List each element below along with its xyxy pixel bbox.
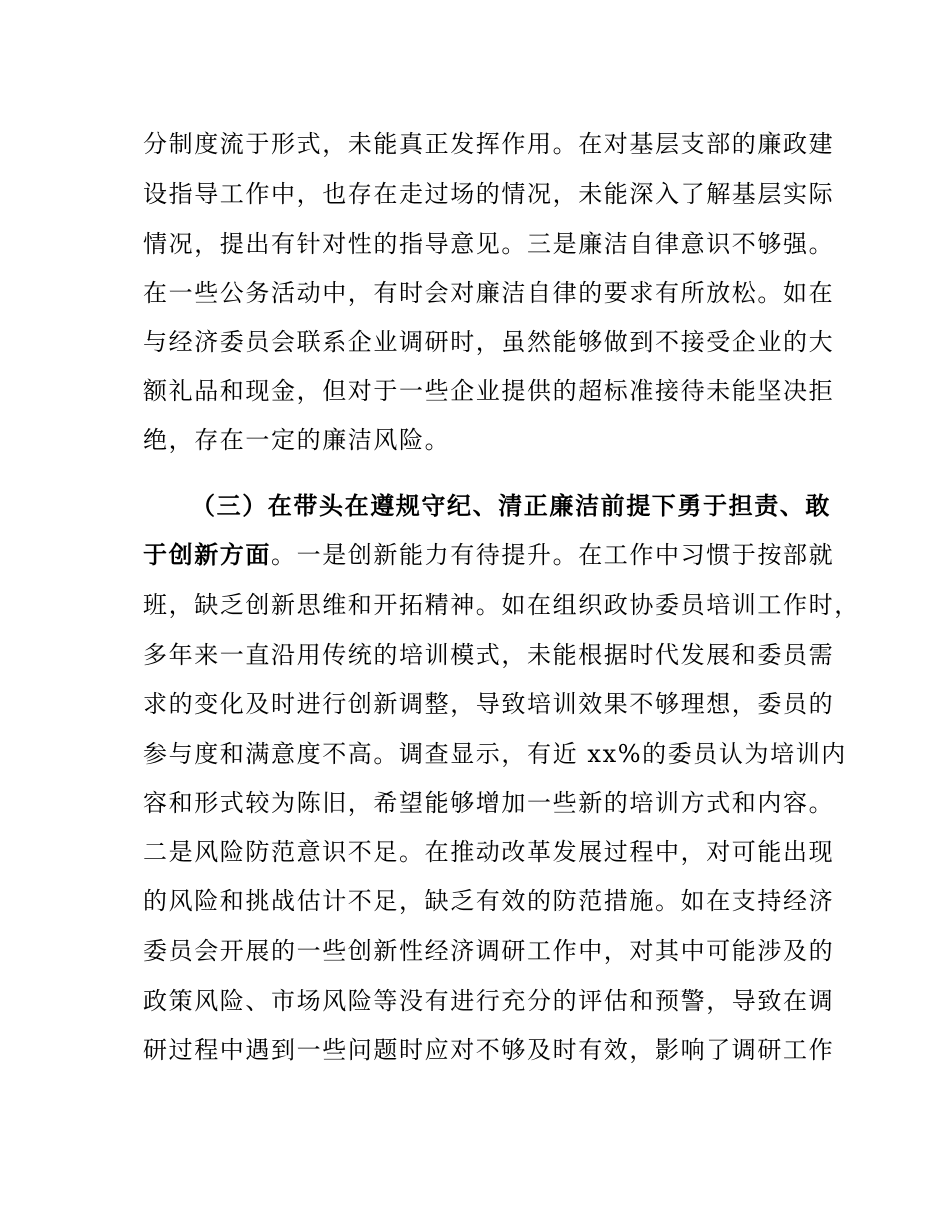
paragraph-line: 二是风险防范意识不足。在推动改革发展过程中，对可能出现 <box>143 838 835 866</box>
paragraph-line: 容和形式较为陈旧，希望能够增加一些新的培训方式和内容。 <box>143 789 835 817</box>
paragraph-line: 研过程中遇到一些问题时应对不够及时有效，影响了调研工作 <box>143 1036 835 1064</box>
section-heading-continued <box>143 538 835 572</box>
paragraph-line: 与经济委员会联系企业调研时，虽然能够做到不接受企业的大 <box>143 328 835 356</box>
paragraph-line: 的风险和挑战估计不足，缺乏有效的防范措施。如在支持经济 <box>143 887 835 915</box>
paragraph-line: 设指导工作中，也存在走过场的情况，未能深入了解基层实际 <box>143 180 835 208</box>
paragraph-line: 多年来一直沿用传统的培训模式，未能根据时代发展和委员需 <box>143 641 835 669</box>
paragraph-line: 情况，提出有针对性的指导意见。三是廉洁自律意识不够强。 <box>143 230 835 258</box>
paragraph-line: 在一些公务活动中，有时会对廉洁自律的要求有所放松。如在 <box>143 279 835 307</box>
paragraph-line: 委员会开展的一些创新性经济调研工作中，对其中可能涉及的 <box>143 937 835 965</box>
paragraph-line: 额礼品和现金，但对于一些企业提供的超标准接待未能坚决拒 <box>143 377 835 405</box>
paragraph-line: 求的变化及时进行创新调整，导致培训效果不够理想，委员的 <box>143 690 835 718</box>
paragraph-line: 参与度和满意度不高。调查显示，有近 xx%的委员认为培训内 <box>143 740 847 768</box>
paragraph-line: 班，缺乏创新思维和开拓精神。如在组织政协委员培训工作时， <box>143 591 860 619</box>
paragraph-line: 政策风险、市场风险等没有进行充分的评估和预警，导致在调 <box>143 987 835 1015</box>
section-heading-end: 于创新方面 <box>143 540 271 569</box>
section-heading-tail: 。一是创新能力有待提升。在工作中习惯于按部就 <box>271 541 835 569</box>
paragraph-line: 分制度流于形式，未能真正发挥作用。在对基层支部的廉政建 <box>143 130 835 158</box>
paragraph-line: 绝，存在一定的廉洁风险。 <box>143 426 451 454</box>
section-heading: （三）在带头在遵规守纪、清正廉洁前提下勇于担责、敢 <box>191 491 831 520</box>
